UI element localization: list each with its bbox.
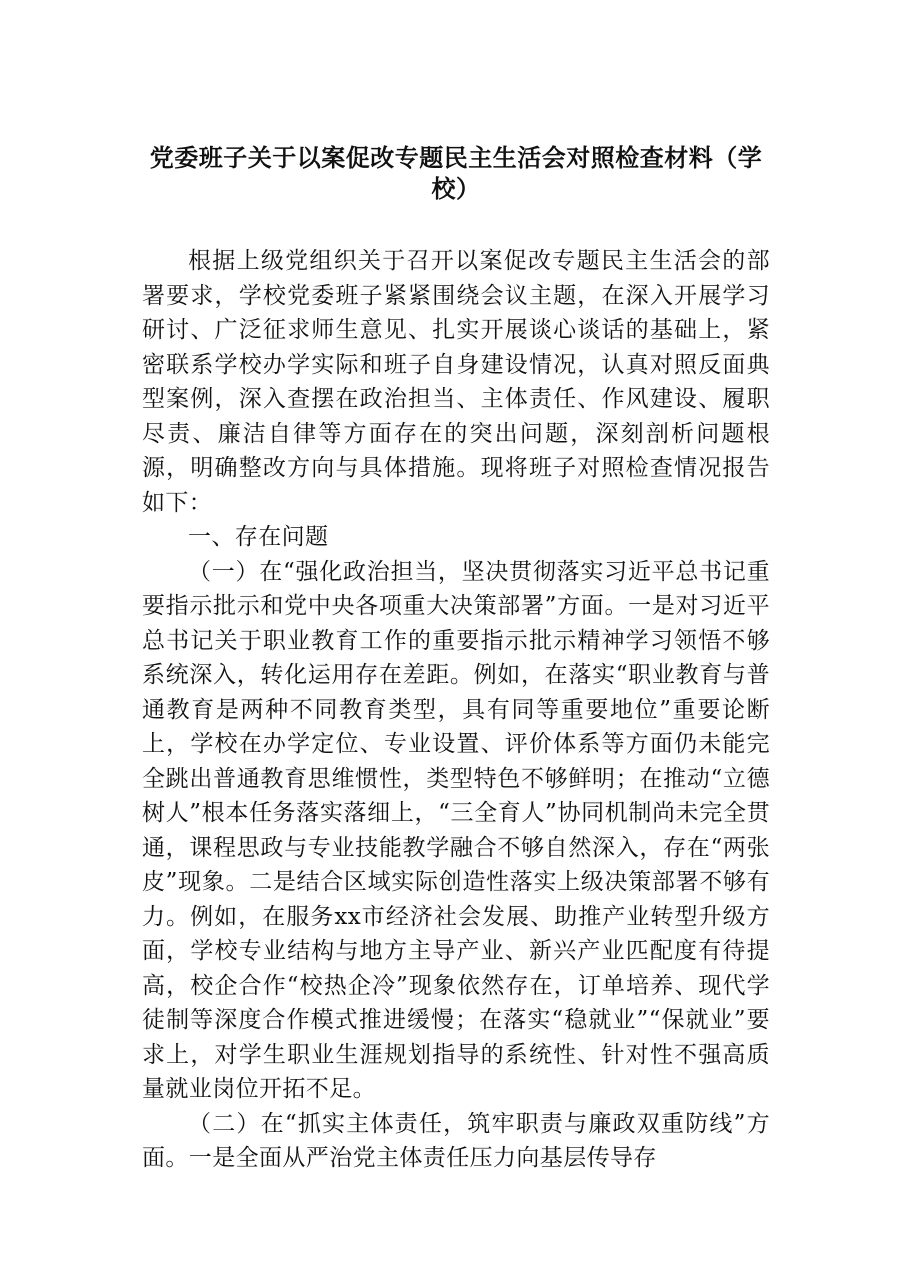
paragraph-2: （二）在“抓实主体责任，筑牢职责与廉政双重防线”方面。一是全面从严治党主体责任压力向基层传导存 <box>142 1110 770 1171</box>
document-body <box>142 244 770 1176</box>
paragraph-1: （一）在“强化政治担当，坚决贯彻落实习近平总书记重要指示批示和党中央各项重大决策部署”方面。一是对习近平总书记关于职业教育工作的重要指示批示精神学习领悟不够系统深入，转化运用存在差距。例如，在落实“职业教育与普通教育是两种不同教育类型，具有同等重要地位”重要论断上，学校在办学定位、专业设置、评价体系等方面仍未能完全跳出普通教育思维惯性，类型特色不够鲜明；在推动“立德树人”根本任务落实落细上，“三全育人”协同机制尚未完全贯通，课程思政与专业技能教学融合不够自然深入，存在“两张皮”现象。二是结合区域实际创造性落实上级决策部署不够有力。例如，在服务xx市经济社会发展、助推产业转型升级方面，学校专业结构与地方主导产业、新兴产业匹配度有待提高，校企合作“校热企冷”现象依然存在，订单培养、现代学徒制等深度合作模式推进缓慢；在落实“稳就业”“保就业”要求上，对学生职业生涯规划指导的系统性、针对性不强高质量就业岗位开拓不足。 <box>142 558 770 1102</box>
section-heading: 一、存在问题 <box>188 524 329 550</box>
document-title: 党委班子关于以案促改专题民主生活会对照检查材料（学校） <box>149 143 763 203</box>
intro-paragraph: 根据上级党组织关于召开以案促改专题民主生活会的部署要求，学校党委班子紧紧围绕会议主题，在深入开展学习研讨、广泛征求师生意见、扎实开展谈心谈话的基础上，紧密联系学校办学实际和班子自身建设情况，认真对照反面典型案例，深入查摆在政治担当、主体责任、作风建设、履职尽责、廉洁自律等方面存在的突出问题，深刻剖析问题根源，明确整改方向与具体措施。现将班子对照检查情况报告如下： <box>142 248 770 516</box>
